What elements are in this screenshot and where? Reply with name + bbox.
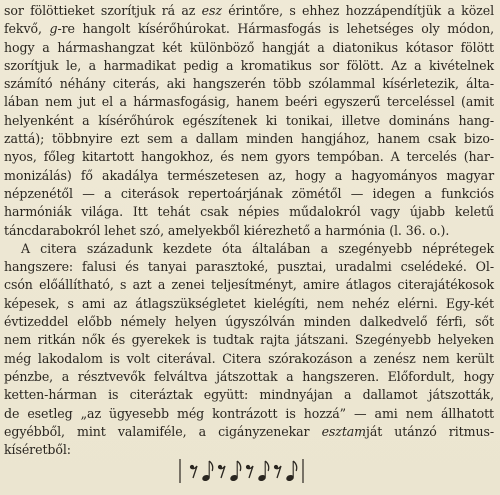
text-run: nem ritkán nők és gyerekek is tudtak rajta játszani. Szegényebb helyeken	[4, 332, 494, 348]
italic-run: esztam	[321, 423, 367, 439]
text-line	[4, 112, 494, 130]
text-line	[4, 386, 494, 404]
text-run: számító néhány citerás, aki hangszerén több szólammal kísérletezik, álta-	[4, 76, 494, 92]
text-run: táncdarabokról lehet szó, amelyekből kiérezhető a harmónia (l. 36. o.).	[4, 222, 450, 238]
text-run: lában nem jut el a hármasfogásig, hanem beéri egyszerű terceléssel (amit	[4, 94, 494, 110]
text-run: évtizeddel előbb némely helyen úgyszólván minden dalkedvelő férfi, sőt	[4, 314, 494, 330]
text-run: nyos, főleg kitartott hangokhoz, és nem gyors tempóban. A tercelés (har-	[4, 149, 494, 165]
text-line	[4, 331, 494, 349]
text-line	[4, 148, 494, 166]
text-line	[4, 203, 494, 221]
text-line	[4, 57, 494, 75]
text-run: csón előállítható, s azt a zenei teljesítményt, amire átlagos citerajátékosok	[4, 277, 494, 293]
text-run: érintőre, s ehhez hozzápendítjük a közel	[221, 3, 495, 18]
text-line	[4, 350, 494, 368]
text-line	[4, 295, 494, 313]
italic-run: g	[49, 21, 58, 37]
text-line	[4, 75, 494, 93]
text-line	[4, 368, 494, 386]
italic-run: esz	[201, 3, 222, 18]
text-run: harmóniák világa. Itt tehát csak népies műdalokról vagy újabb keletű	[4, 204, 494, 220]
text-line	[4, 185, 494, 203]
text-run: A citera századunk kezdete óta általában a szegényebb néprétegek	[21, 240, 494, 256]
text-run: hogy a hármashangzat két különböző hangját a diatonikus kótasor fölött	[4, 39, 494, 55]
text-run: fekvő,	[4, 21, 50, 37]
body-text	[4, 2, 494, 459]
rhythm-notation	[176, 453, 326, 489]
text-line	[4, 93, 494, 111]
text-line	[4, 167, 494, 185]
eighth-rest-dot	[246, 465, 249, 468]
text-line	[4, 240, 494, 258]
text-line	[4, 405, 494, 423]
text-line	[4, 313, 494, 331]
text-run: helyenként a kísérőhúrok egészítenek ki tonikai, illetve domináns hang-	[4, 112, 494, 128]
text-run: zattá); többnyire ezt sem a dallam minden hangjához, hanem csak bizo-	[4, 131, 494, 147]
text-run: egyébből, mint valamiféle, a cigányzenekar	[4, 423, 322, 439]
eighth-rest-dot	[218, 465, 221, 468]
eighth-rest-dot	[274, 465, 277, 468]
text-run: képesek, s ami az átlagszükségletet kielégíti, nem nehéz elérni. Egy-két	[4, 295, 494, 311]
text-run: de esetleg „az ügyesebb még kontrázott is hozzá” — ami nem állhatott	[4, 405, 494, 421]
text-run: ketten-hárman is citeráztak együtt: mindnyájan a dallamot játszották,	[4, 387, 494, 403]
text-line	[4, 20, 494, 38]
text-line	[4, 2, 494, 20]
text-run: még lakodalom is volt citerával. Citera szórakozáson a zenész nem került	[4, 350, 494, 366]
eighth-rest-dot	[190, 465, 193, 468]
text-run: pénzbe, a résztvevők felváltva játszottak a hangszeren. Előfordult, hogy	[4, 368, 494, 384]
text-run: népzenétől — a citerások repertoárjának zömétől — idegen a funkciós	[4, 185, 494, 201]
text-run: kíséretből:	[4, 442, 71, 458]
text-run: monizálás) fő akadálya természetesen az, hogy a hagyományos magyar	[4, 167, 494, 183]
text-line	[4, 276, 494, 294]
text-run: hangszere: falusi és tanyai parasztoké, pusztai, uradalmi cselédeké. Ol-	[4, 259, 494, 275]
text-run: -re hangolt kísérőhúrokat. Hármasfogás is lehetséges oly módon,	[57, 21, 494, 37]
text-line	[4, 258, 494, 276]
text-line	[4, 423, 494, 441]
text-line	[4, 39, 494, 57]
text-run: szorítjuk le, a harmadikat pedig a kromatikus sor fölött. Az a kivételnek	[4, 57, 494, 73]
text-line	[4, 222, 494, 240]
text-line	[4, 130, 494, 148]
text-run: ját utánzó ritmus-	[366, 423, 494, 439]
text-run: sor fölöttieket szorítjuk rá az	[4, 3, 202, 18]
